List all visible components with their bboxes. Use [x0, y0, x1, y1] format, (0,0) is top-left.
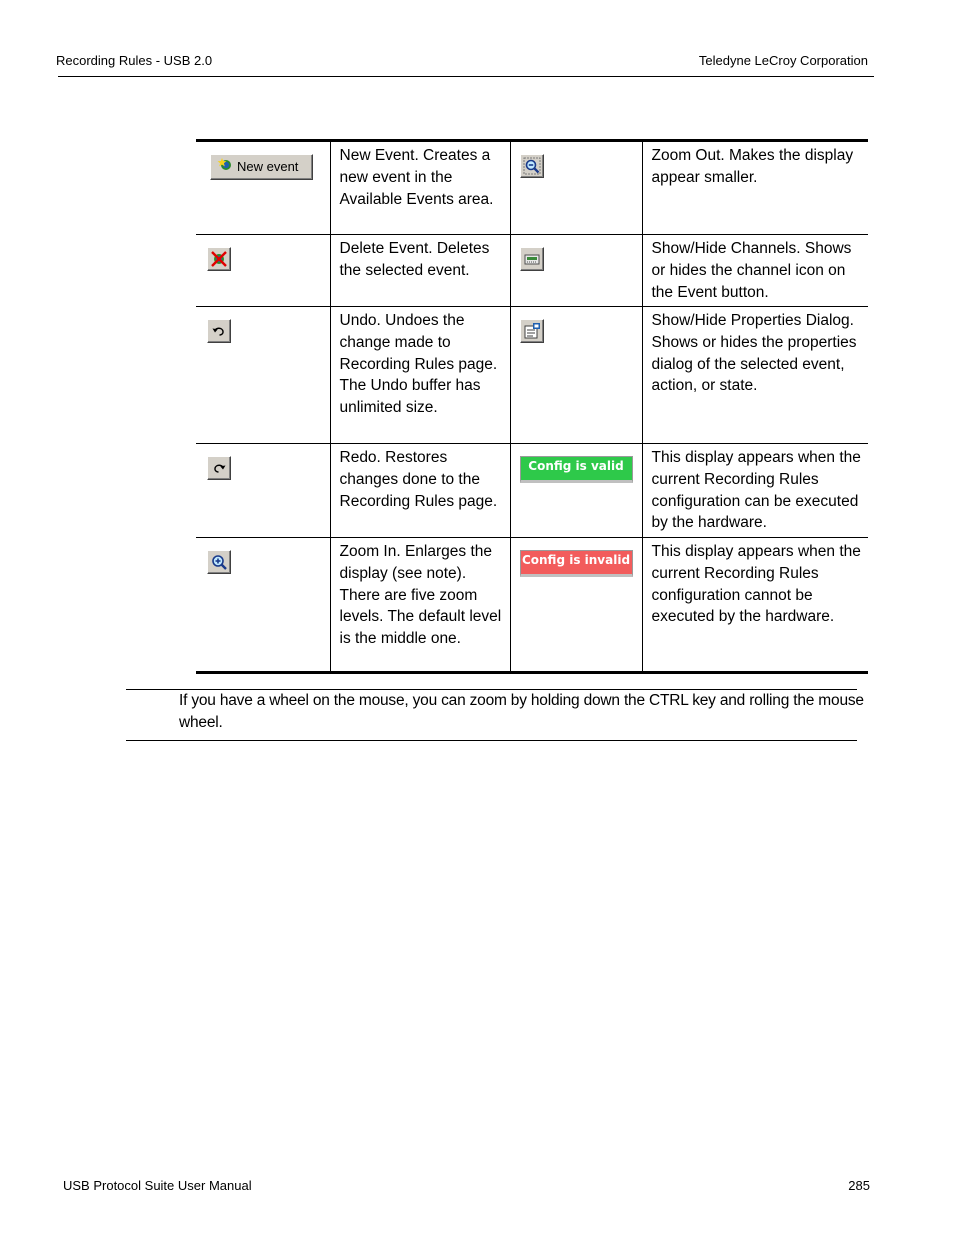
icon-cell	[196, 444, 330, 538]
zoom-in-icon	[207, 550, 231, 574]
new-event-icon	[217, 156, 233, 178]
running-header-right: Teledyne LeCroy Corporation	[698, 53, 868, 68]
icon-cell	[510, 235, 642, 307]
footer-left: USB Protocol Suite User Manual	[63, 1178, 252, 1193]
description-cell: Delete Event. Deletes the selected event.	[330, 235, 510, 307]
delete-event-icon	[207, 247, 231, 271]
new-event-button	[210, 154, 313, 180]
description-cell: Undo. Undoes the change made to Recording Rules page. The Undo buffer has unlimited size.	[330, 307, 510, 444]
description-cell: Show/Hide Channels. Shows or hides the channel icon on the Event button.	[642, 235, 868, 307]
running-header-left: Recording Rules - USB 2.0	[56, 53, 213, 68]
table-row	[196, 538, 868, 673]
icon-cell	[196, 538, 330, 673]
config-valid-indicator: Config is valid	[520, 456, 633, 483]
redo-icon	[207, 456, 231, 480]
icon-cell	[196, 235, 330, 307]
note-bottom-rule	[126, 740, 857, 741]
icon-cell	[510, 538, 642, 673]
table-row	[196, 444, 868, 538]
config-invalid-indicator: Config is invalid	[520, 550, 633, 577]
table-row	[196, 141, 868, 235]
description-cell: Redo. Restores changes done to the Recording Rules page.	[330, 444, 510, 538]
note-text: If you have a wheel on the mouse, you can zoom by holding down the CTRL key and rolling the mouse wheel.	[179, 692, 864, 731]
zoom-out-icon	[520, 154, 544, 178]
description-cell: New Event. Creates a new event in the Available Events area.	[330, 141, 510, 235]
toolbar-icons-table	[196, 139, 868, 674]
description-cell: Zoom Out. Makes the display appear smaller.	[642, 141, 868, 235]
table-row	[196, 235, 868, 307]
icon-cell	[196, 307, 330, 444]
description-cell: This display appears when the current Recording Rules configuration can be executed by the hardware.	[642, 444, 868, 538]
page-number: 285	[848, 1178, 870, 1193]
show-hide-channels-icon	[520, 247, 544, 271]
description-cell: Show/Hide Properties Dialog. Shows or hides the properties dialog of the selected event, action, or state.	[642, 307, 868, 444]
icon-cell	[510, 444, 642, 538]
show-hide-properties-icon	[520, 319, 544, 343]
header-rule	[58, 76, 874, 77]
description-cell: Zoom In. Enlarges the display (see note). There are five zoom levels. The default level is the middle one.	[330, 538, 510, 673]
icon-cell	[510, 307, 642, 444]
new-event-button-label: New event	[237, 159, 299, 175]
description-cell: This display appears when the current Recording Rules configuration cannot be executed by the hardware.	[642, 538, 868, 673]
table-row	[196, 307, 868, 444]
undo-icon	[207, 319, 231, 343]
icon-cell	[196, 141, 330, 235]
icon-cell	[510, 141, 642, 235]
